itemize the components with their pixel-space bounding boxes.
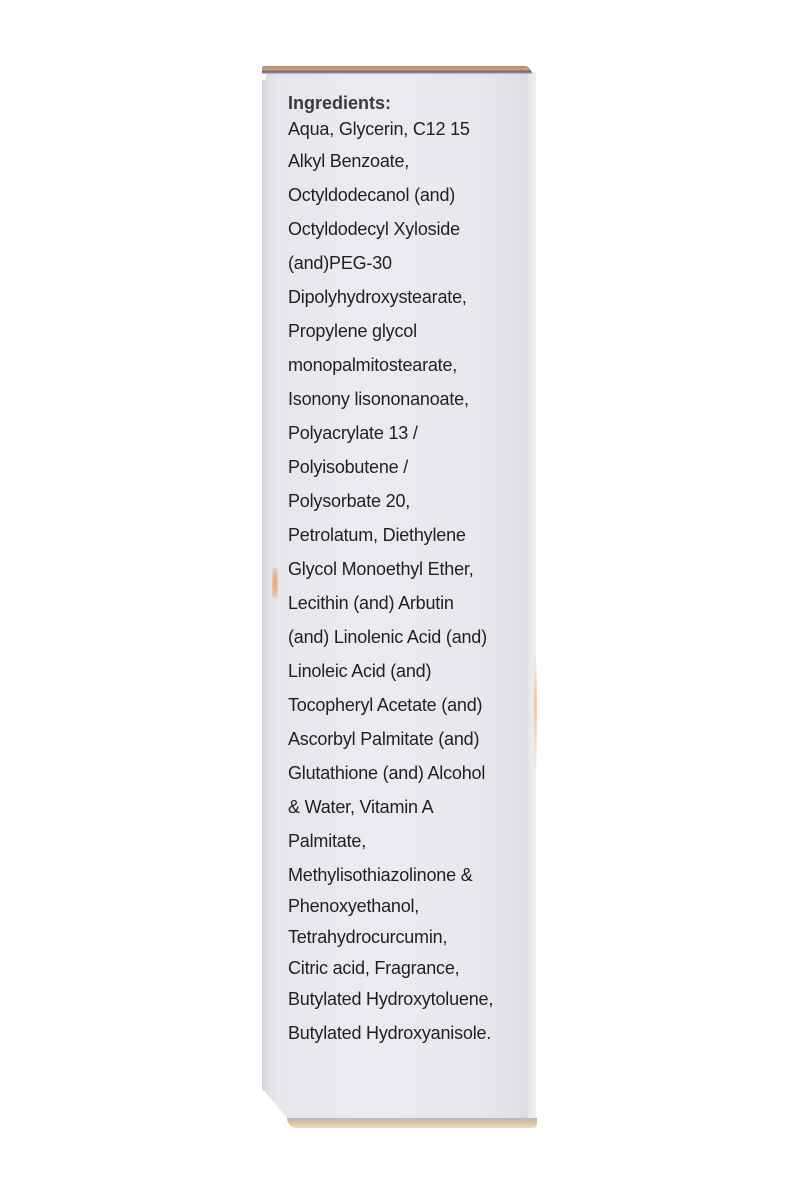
carton-left-fold [262, 80, 272, 1090]
ingredients-list [288, 114, 538, 1050]
ingredient-line: Glycol Monoethyl Ether, [288, 559, 474, 579]
ingredient-line: Polyacrylate 13 / [288, 423, 418, 443]
ingredient-line: Tetrahydrocurcumin, [288, 927, 448, 947]
ingredient-line: Linoleic Acid (and) [288, 661, 432, 681]
ingredient-line: Butylated Hydroxytoluene, [288, 989, 494, 1009]
ingredient-line: Polyisobutene / [288, 457, 409, 477]
ingredient-line: Octyldodecanol (and) [288, 185, 456, 205]
ingredient-line: Petrolatum, Diethylene [288, 525, 466, 545]
ingredient-line: Palmitate, [288, 831, 367, 851]
ingredient-line: Dipolyhydroxystearate, [288, 287, 467, 307]
orange-print-bleed-left [272, 568, 278, 598]
ingredient-line: & Water, Vitamin A [288, 797, 434, 817]
ingredient-line: Ascorbyl Palmitate (and) [288, 729, 480, 749]
ingredient-line: Aqua, Glycerin, C12 15 [288, 119, 470, 139]
ingredient-line: (and)PEG-30 [288, 253, 392, 273]
ingredient-line: (and) Linolenic Acid (and) [288, 627, 487, 647]
ingredient-line: Alkyl Benzoate, [288, 151, 410, 171]
ingredients-heading: Ingredients: [288, 93, 392, 113]
ingredient-line: Isonony lisononanoate, [288, 389, 469, 409]
ingredient-line: monopalmitostearate, [288, 355, 458, 375]
ingredient-line: Octyldodecyl Xyloside [288, 219, 460, 239]
ingredient-line: Tocopheryl Acetate (and) [288, 695, 483, 715]
ingredient-line: Butylated Hydroxyanisole. [288, 1023, 492, 1043]
ingredient-line: Polysorbate 20, [288, 491, 411, 511]
carton-bottom-edge [287, 1118, 537, 1128]
ingredient-line: Lecithin (and) Arbutin [288, 593, 454, 613]
ingredient-line: Glutathione (and) Alcohol [288, 763, 486, 783]
ingredients-block [288, 92, 538, 1050]
ingredient-line: Citric acid, Fragrance, [288, 958, 460, 978]
ingredient-line: Methylisothiazolinone & [288, 865, 473, 885]
ingredient-line: Propylene glycol [288, 321, 417, 341]
ingredient-line: Phenoxyethanol, [288, 896, 420, 916]
carton-top-edge [262, 66, 532, 74]
